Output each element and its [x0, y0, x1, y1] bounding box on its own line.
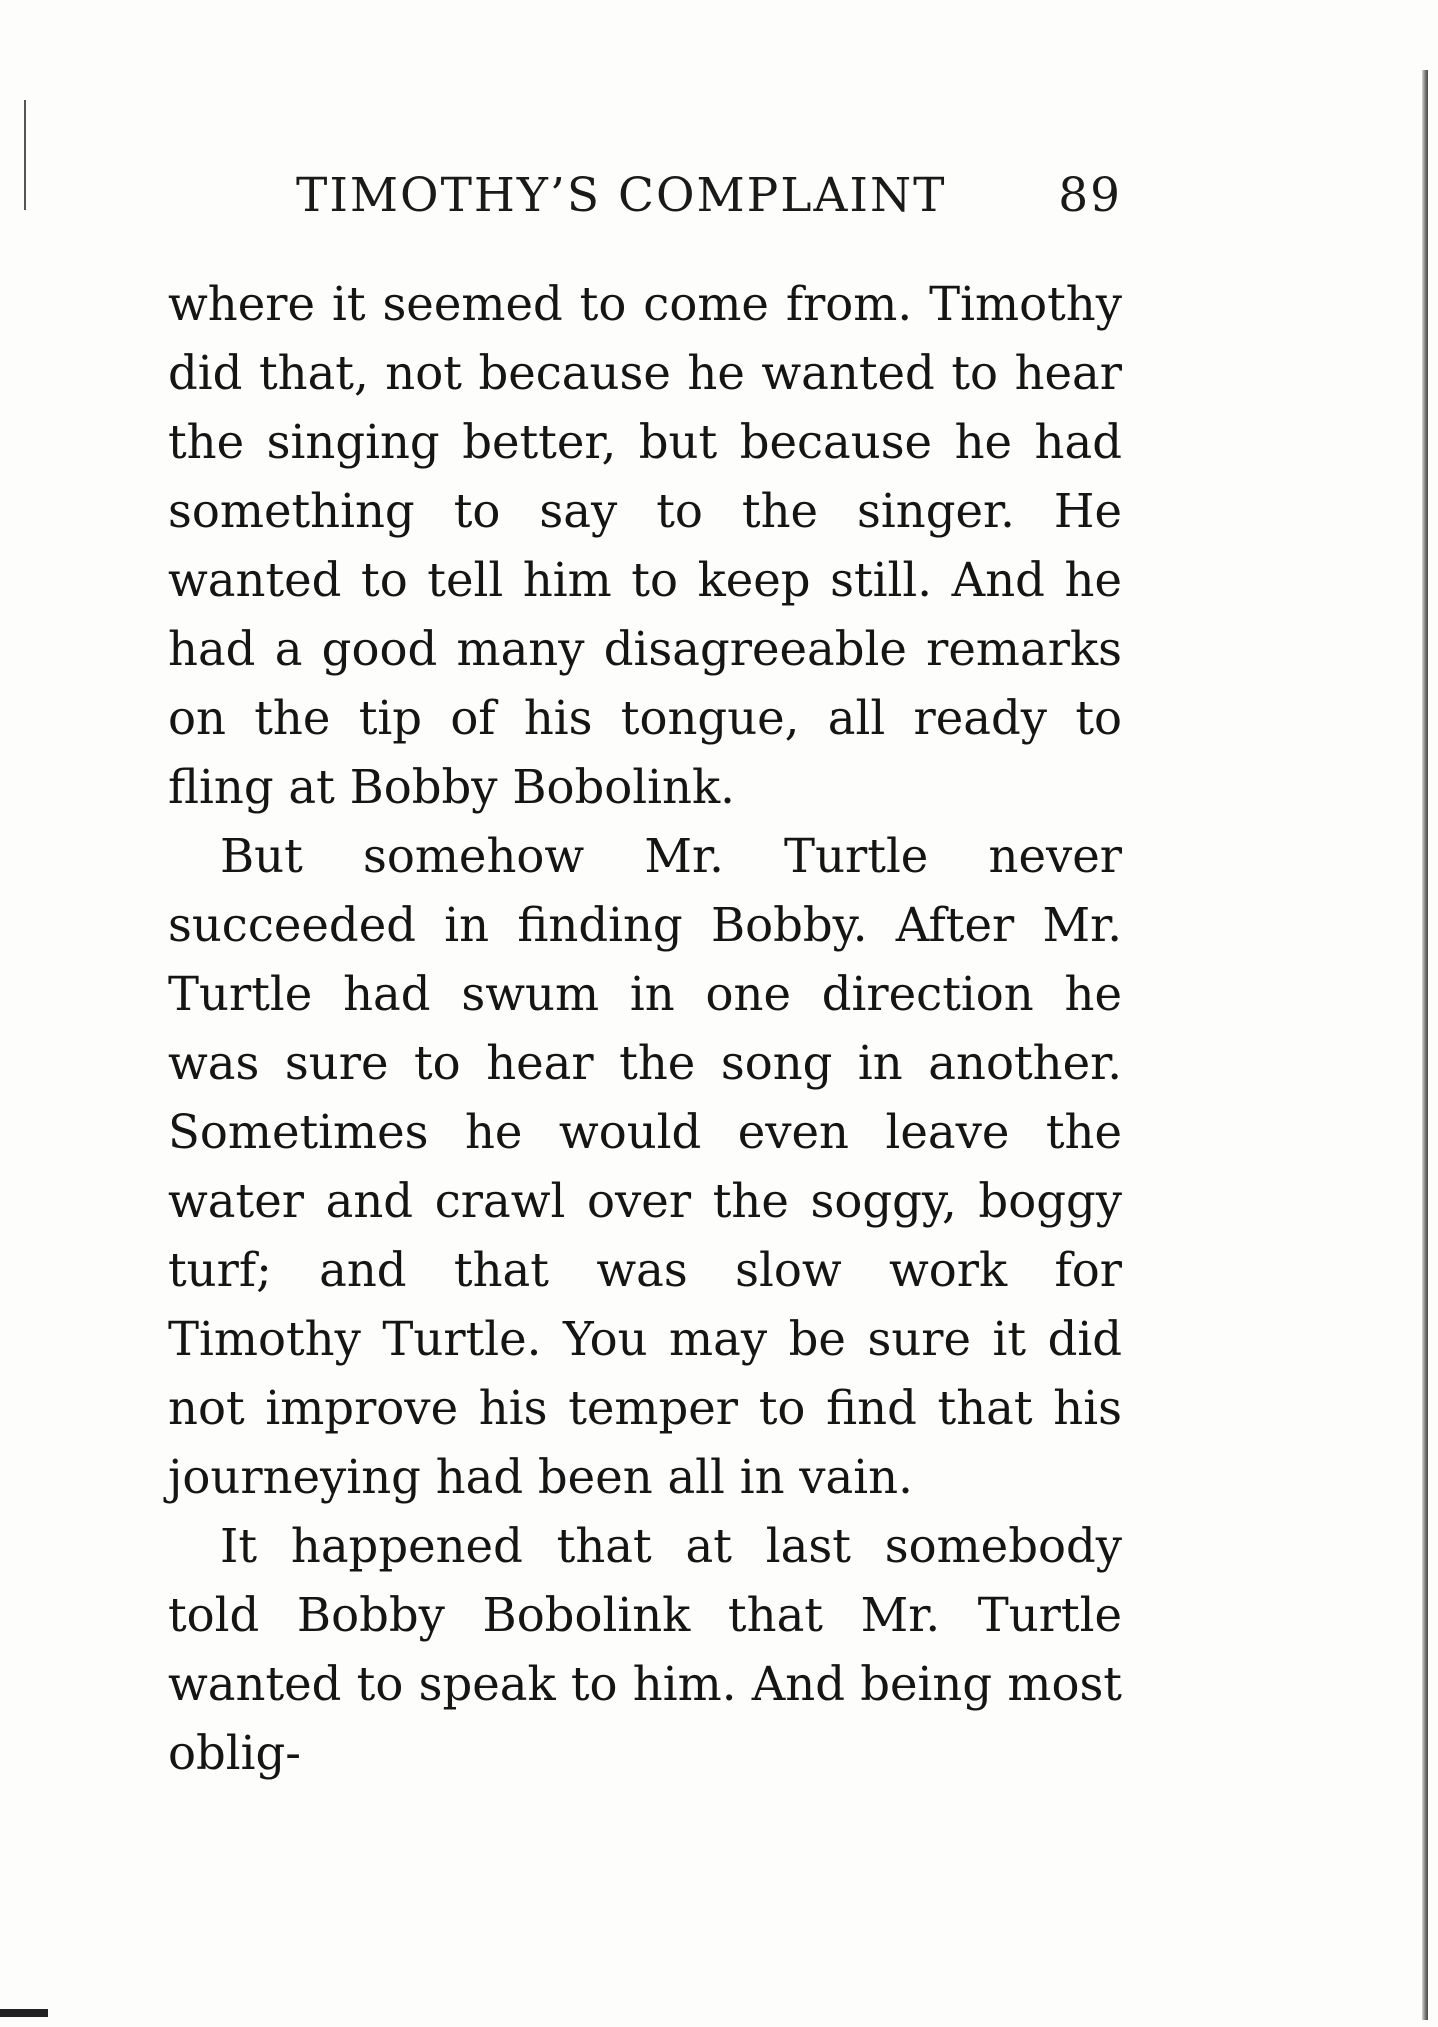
paragraph-2: But somehow Mr. Turtle never succeeded in finding Bobby. After Mr. Turtle had swum in one direction he was sure to hear the song in another. Sometimes he would even leave the water and crawl over the soggy, boggy turf; and that was slow work for Timothy Turtle. You may be sure it did not improve his temper to find that his journeying had been all in vain.: [168, 829, 1122, 1504]
paragraph-1: where it seemed to come from. Timothy did that, not because he wanted to hear the singing better, but because he had something to say to the singer. He wanted to tell him to keep still. And he had a good many disagreeable remarks on the tip of his tongue, all ready to fling at Bobby Bobolink.: [168, 277, 1122, 814]
page-number: 89: [1058, 168, 1122, 223]
paragraph-3: It happened that at last somebody told Bobby Bobolink that Mr. Turtle wanted to speak to him. And being most oblig-: [168, 1519, 1122, 1780]
chapter-title: TIMOTHY’S COMPLAINT: [296, 168, 947, 223]
running-head: [296, 168, 1122, 238]
scan-edge-left: [24, 100, 26, 210]
scan-edge-right: [1422, 70, 1428, 2020]
scan-corner-mark: [0, 2009, 48, 2017]
body-text: [168, 270, 1122, 1788]
